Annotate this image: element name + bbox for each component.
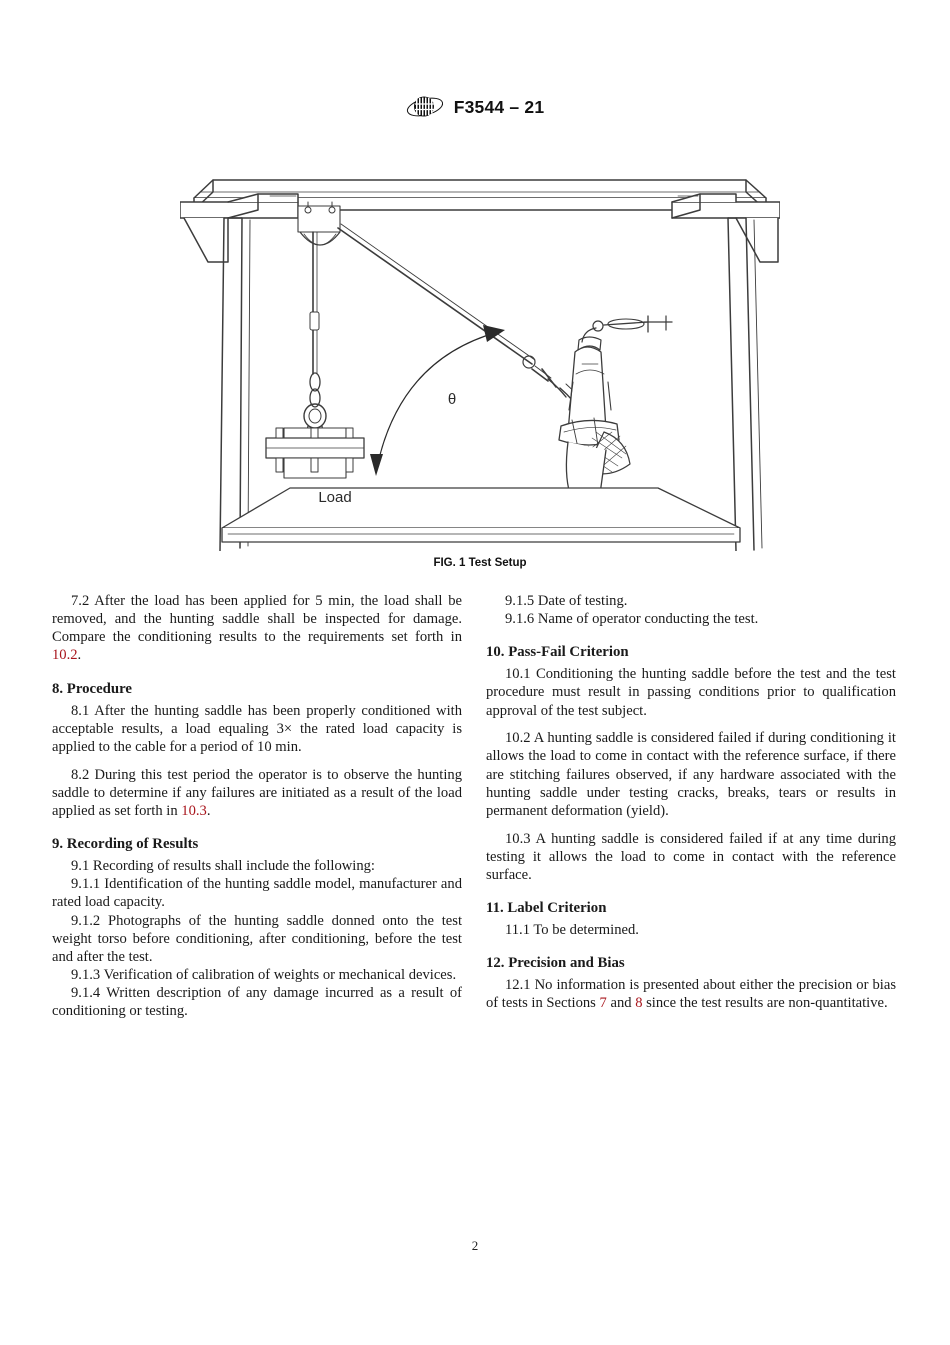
cross-reference-link[interactable]: 10.2 xyxy=(52,647,78,664)
paragraph-9.1 xyxy=(52,857,462,875)
text-run: 10.2 A hunting saddle is considered failed if during conditioning it allows the load to come in contact with the reference surface, if there are stitching failures observed, if any hardware associated with the hunting saddle under testing cracks, breaks, tears or results in permanent deformation (yield). xyxy=(486,730,896,819)
text-run: 9.1.3 Verification of calibration of weights or mechanical devices. xyxy=(71,966,457,983)
paragraph-10.1 xyxy=(486,665,896,719)
page-number: 2 xyxy=(471,1238,479,1253)
text-run: 8.1 After the hunting saddle has been properly conditioned with acceptable results, a load equaling 3× the rated load capacity is applied to the cable for a period of 10 min. xyxy=(52,702,462,755)
paragraph-9.1.5 xyxy=(486,592,896,610)
text-run: 8.2 During this test period the operator is to observe the hunting saddle to determine if any failures are initiated as a result of the load applied as set forth in xyxy=(52,766,462,819)
cross-reference-link[interactable]: 7 xyxy=(599,995,607,1012)
paragraph-9.1.6 xyxy=(486,610,896,628)
page-header xyxy=(0,94,950,120)
cross-reference-link[interactable]: 8 xyxy=(635,995,643,1012)
paragraph-9.1.3 xyxy=(52,966,462,984)
paragraph-10.2 xyxy=(486,729,896,820)
text-run: 10.1 Conditioning the hunting saddle before the test and the test procedure must result in passing conditions prior to qualification approval of the test subject. xyxy=(486,666,896,719)
paragraph-9.1.4 xyxy=(52,984,462,1020)
text-run: 9.1.6 Name of operator conducting the test. xyxy=(505,611,759,628)
section-heading: 9. Recording of Results xyxy=(52,836,199,853)
paragraph-8.1 xyxy=(52,702,462,756)
text-run: 12.1 No information is presented about either the precision or bias of tests in Sections xyxy=(486,977,896,1012)
text-run: 10.3 A hunting saddle is considered failed if at any time during testing it allows the load to come in contact with the reference surface. xyxy=(486,830,896,883)
text-run: . xyxy=(206,802,211,819)
paragraph-7.2 xyxy=(52,592,462,665)
paragraph-12.1 xyxy=(486,976,896,1012)
paragraph-9.1.2 xyxy=(52,912,462,966)
paragraph-10.3 xyxy=(486,830,896,884)
text-run: 7.2 After the load has been applied for 5 min, the load shall be removed, and the hunting saddle shall be inspected for damage. Compare the conditioning results to the requirements set forth in xyxy=(52,593,462,646)
text-run: 9.1.1 Identification of the hunting saddle model, manufacturer and rated load capacity. xyxy=(52,876,462,911)
text-run: . xyxy=(77,647,82,664)
section-heading: 10. Pass-Fail Criterion xyxy=(486,644,629,661)
text-run: 9.1 Recording of results shall include the following: xyxy=(71,858,375,875)
paragraph-8.2 xyxy=(52,766,462,820)
column-left xyxy=(52,592,462,1020)
text-run: 9.1.5 Date of testing. xyxy=(505,593,628,609)
figure-load-label: Load xyxy=(318,489,352,506)
text-run: 11.1 To be determined. xyxy=(505,922,639,938)
cross-reference-link[interactable]: 10.3 xyxy=(181,802,207,819)
document-designation: F3544 – 21 xyxy=(453,96,545,117)
figure-1 xyxy=(180,136,780,569)
text-run: and xyxy=(606,995,636,1012)
text-run: since the test results are non-quantitative. xyxy=(642,995,888,1012)
column-right xyxy=(486,592,896,1020)
text-run: 9.1.2 Photographs of the hunting saddle donned onto the test weight torso before conditioning, after conditioning, before the test and after the test. xyxy=(52,912,462,965)
text-run: 9.1.4 Written description of any damage incurred as a result of conditioning or testing. xyxy=(52,985,462,1020)
body-columns xyxy=(52,592,896,1020)
figure-caption: FIG. 1 Test Setup xyxy=(433,557,527,569)
section-heading: 12. Precision and Bias xyxy=(486,955,625,972)
section-heading: 8. Procedure xyxy=(52,680,132,697)
test-setup-illustration xyxy=(180,136,780,551)
section-heading: 11. Label Criterion xyxy=(486,900,607,917)
figure-angle-label: θ xyxy=(447,391,457,408)
paragraph-11.1 xyxy=(486,921,896,939)
astm-logo-icon xyxy=(406,94,444,120)
paragraph-9.1.1 xyxy=(52,875,462,911)
